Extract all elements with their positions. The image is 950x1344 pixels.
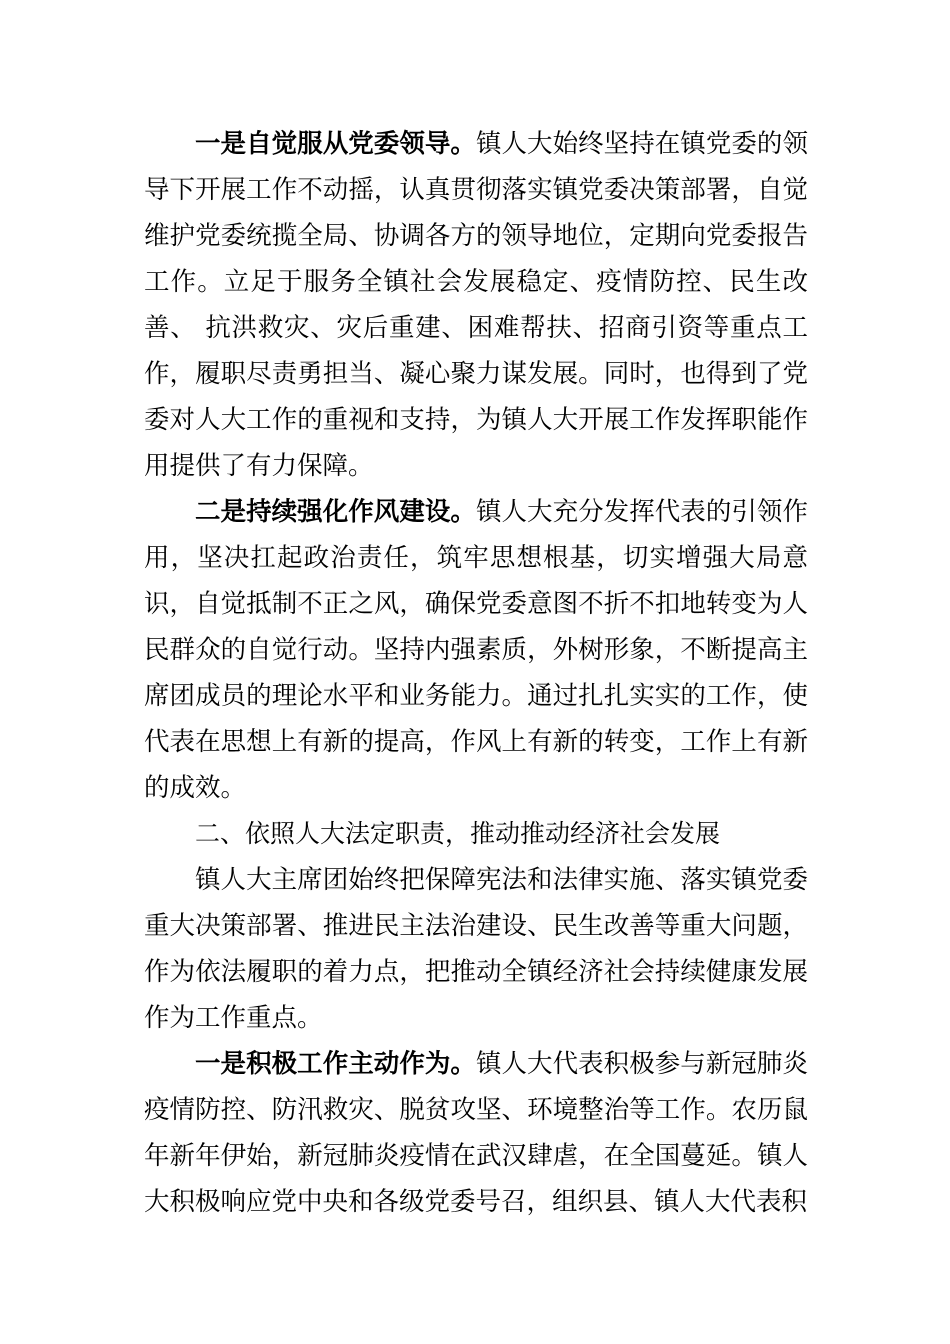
paragraph-lead: 一是积极工作主动作为。 [195, 1049, 476, 1079]
paragraph-work-style [144, 489, 808, 811]
paragraph-active-work [144, 1041, 808, 1225]
paragraph-lead: 二是持续强化作风建设。 [195, 497, 476, 527]
document-body [144, 121, 808, 1225]
paragraph-text: 镇人大代表积极参与新冠肺炎疫情防控、防汛救灾、脱贫攻坚、环境整治等工作。农历鼠年新年伊始，新冠肺炎疫情在武汉肆虐，在全国蔓延。镇人大积极响应党中央和各级党委号召，组织县、镇人大代表积 [144, 1049, 808, 1217]
paragraph-text: 镇人大主席团始终把保障宪法和法律实施、落实镇党委重大决策部署、推进民主法治建设、民生改善等重大问题， 作为依法履职的着力点，把推动全镇经济社会持续健康发展作为工作重点。 [144, 865, 808, 1033]
paragraph-statutory-duties [144, 857, 808, 1041]
paragraph-text: 镇人大充分发挥代表的引领作用，坚决扛起政治责任，筑牢思想根基，切实增强大局意识，自觉抵制不正之风，确保党委意图不折不扣地转变为人民群众的自觉行动。坚持内强素质，外树形象，不断提高主席团成员的理论水平和业务能力。通过扎扎实实的工作，使代表在思想上有新的提高，作风上有新的转变，工作上有新的成效。 [144, 497, 808, 803]
paragraph-text: 镇人大始终坚持在镇党委的领导下开展工作不动摇，认真贯彻落实镇党委决策部署，自觉维护党委统揽全局、协调各方的领导地位，定期向党委报告工作。立足于服务全镇社会发展稳定、疫情防控、民生改善、 抗洪救灾、灾后重建、困难帮扶、招商引资等重点工作，履职尽责勇担当、凝心聚力谋发展。同时，也得到了党委对人大工作的重视和支持，为镇人大开展工作发挥职能作用提供了有力保障。 [144, 129, 808, 481]
paragraph-party-leadership [144, 121, 808, 489]
paragraph-lead: 一是自觉服从党委领导。 [195, 129, 476, 159]
section-heading: 二、依照人大法定职责，推动推动经济社会发展 [195, 819, 721, 848]
